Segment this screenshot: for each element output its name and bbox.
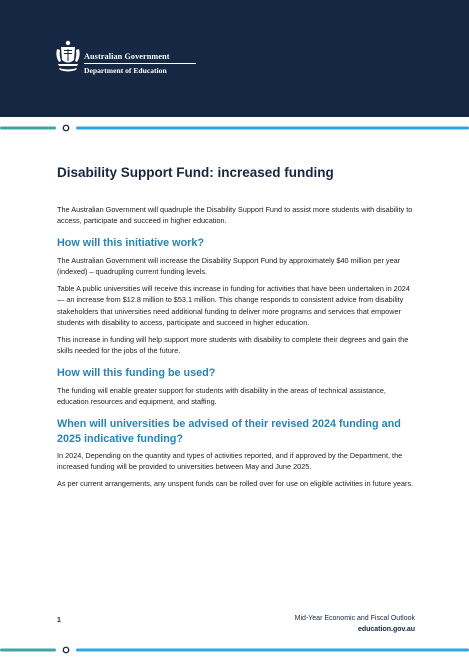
website-link[interactable]: education.gov.au: [357, 625, 415, 633]
section-paragraph: In 2024, Depending on the quantity and types of activities reported, and if approved by the Department, the increased funding will be provided to universities between May and June 2025.: [57, 451, 403, 472]
intro-paragraph: The Australian Government will quadruple the Disability Support Fund to assist more students with disability to access, participate and succeed in higher education.: [57, 205, 413, 226]
section-paragraph: Table A public universities will receive this increase in funding for activities that have been undertaken in 2024 — an increase from $12.8 million to $53.1 million. This change responds to consistent advice from disability stakeholders that universities need additional funding to deliver more programs and services that empower students with disability to access, participate and succeed in higher education.: [57, 284, 410, 327]
page-number: 1: [57, 617, 61, 624]
wordmark-divider: [84, 63, 196, 64]
footer-info: [295, 614, 415, 636]
section-heading-timing: When will universities be advised of their revised 2024 funding and 2025 indicative funding?: [57, 418, 401, 445]
department-name: Department of Education: [84, 65, 167, 75]
section-heading-usage: How will this funding be used?: [57, 367, 216, 380]
page-header-banner: [0, 0, 469, 117]
section-heading-initiative: How will this initiative work?: [57, 237, 204, 250]
document-body: [57, 150, 419, 496]
document-title: Disability Support Fund: increased funding: [57, 165, 334, 180]
bottom-decorative-stripe: [0, 646, 469, 654]
section-paragraph: The Australian Government will increase the Disability Support Fund by approximately $40 million per year (indexed) – quadrupling current funding levels.: [57, 255, 401, 277]
publication-name: Mid-Year Economic and Fiscal Outlook: [294, 615, 415, 622]
government-wordmark: [84, 52, 196, 75]
section-paragraph: As per current arrangements, any unspent funds can be rolled over for use on eligible activities in future years.: [57, 479, 414, 489]
section-paragraph: The funding will enable greater support for students with disability in the areas of technical assistance, education resources and equipment, and staffing.: [57, 385, 386, 406]
government-name: Australian Government: [84, 52, 170, 61]
top-decorative-stripe: [0, 124, 469, 132]
coat-of-arms-icon: [55, 40, 81, 76]
section-paragraph: This increase in funding will help support more students with disability to complete their degrees and gain the skills needed for the jobs of the future.: [57, 334, 409, 355]
